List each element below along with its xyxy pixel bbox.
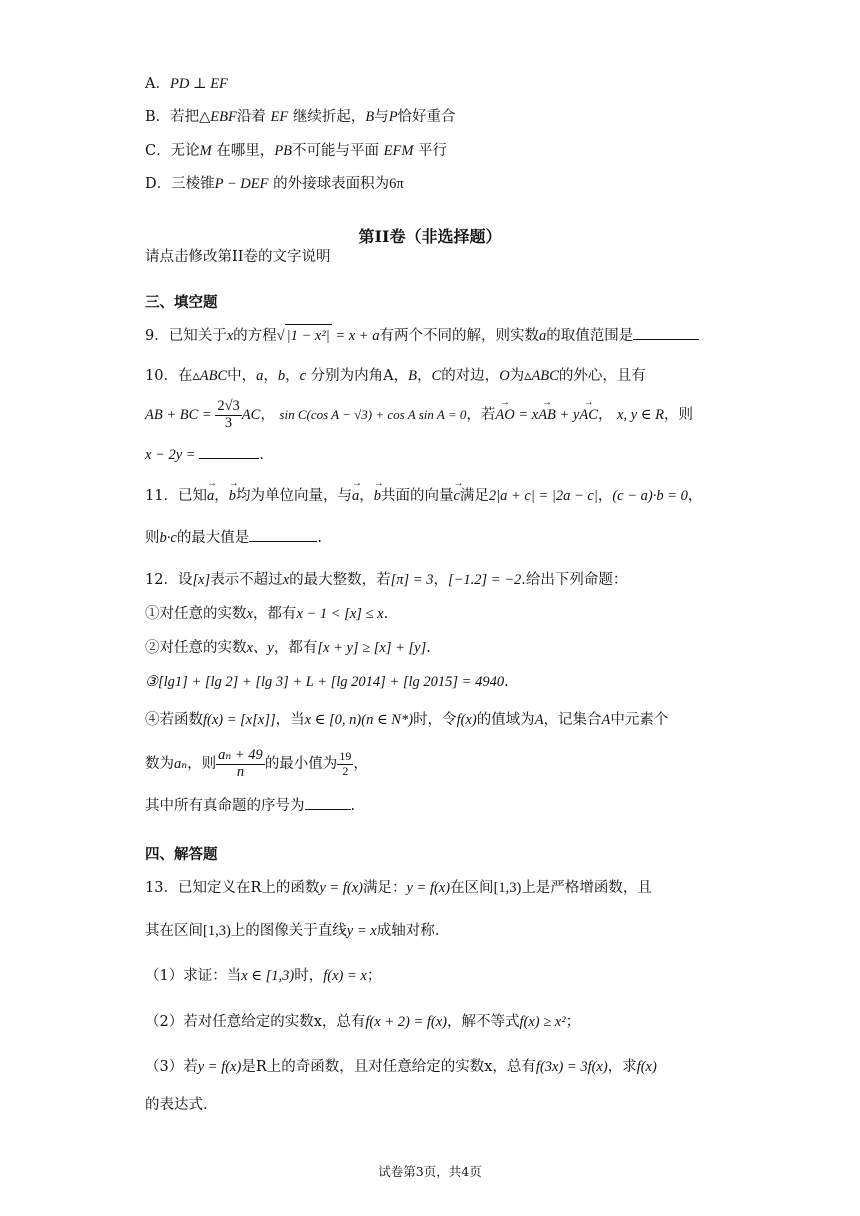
question-13-part3: （3）若y = f(x)是R上的奇函数，且对任意给定的实数x，总有f(3x) = 3f(x)，求f(x) — [145, 1059, 657, 1075]
option-a: A．PD ⊥ EF — [145, 76, 228, 92]
question-13-part2: （2）若对任意给定的实数x，总有f(x + 2) = f(x)，解不等式f(x) ≥ x²； — [145, 1014, 581, 1030]
page-footer: 试卷第3页，共4页 — [378, 1164, 482, 1179]
part2-note: 请点击修改第II卷的文字说明 — [145, 249, 331, 265]
answer-blank — [305, 795, 351, 810]
question-10-line2: AB + BC = $\frac{2√3}{3}$ AC， sin C(cos A − √3) + cos A sin A = 0，若→ AO = x→ AB + y→ AC， x, y ∈ R，则 — [145, 397, 693, 433]
question-12-statement-4: ④若函数f(x) = [x[x]]，当x ∈ [0, n)(n ∈ N*)时，令f(x)的值域为A，记集合A中元素个 — [145, 712, 669, 728]
question-9: 9．已知关于x的方程√ |1 − x²| = x + a有两个不同的解，则实数a的取值范围是 — [145, 324, 699, 347]
section3-heading: 三、填空题 — [145, 294, 218, 311]
section4-heading: 四、解答题 — [145, 846, 218, 863]
answer-blank — [199, 444, 259, 459]
option-c: C．无论M 在哪里，PB不可能与平面 EFM 平行 — [145, 143, 448, 159]
question-11-line2: 则b·c的最大值是 . — [145, 527, 322, 549]
option-d: D．三棱锥P − DEF 的外接球表面积为6π — [145, 176, 404, 192]
part2-title: 第II卷（非选择题） — [358, 227, 502, 246]
question-10-line3: x − 2y = . — [145, 444, 264, 466]
question-13-part3-cont: 的表达式. — [145, 1097, 208, 1113]
question-12-statement-3: ③[lg1] + [lg 2] + [lg 3] + L + [lg 2014] + [lg 2015] = 4940. — [145, 674, 509, 690]
question-12-line1: 12．设[x]表示不超过x的最大整数，若[π] = 3，[−1.2] = −2.给出下列命题： — [145, 572, 628, 588]
question-13-part1: （1）求证：当x ∈ [1,3)时，f(x) = x； — [145, 968, 382, 984]
question-13-line1: 13．已知定义在R上的函数y = f(x)满足：y = f(x)在区间[1,3)上是严格增函数，且 — [145, 880, 652, 896]
question-12-line7: 其中所有真命题的序号为 . — [145, 795, 355, 817]
question-12-statement-1: ①对任意的实数x，都有x − 1 < [x] ≤ x. — [145, 606, 389, 622]
question-11-line1: 11．已知→ a，→ b均为单位向量，与→ a，→ b共面的向量→ c满足2|a + c| = |2a − c|，(c − a)·b = 0， — [145, 485, 702, 507]
question-13-line2: 其在区间[1,3)上的图像关于直线y = x成轴对称. — [145, 923, 440, 939]
question-12-statement-2: ②对任意的实数x、y，都有[x + y] ≥ [x] + [y]. — [145, 640, 431, 656]
option-b: B．若把△EBF沿着 EF 继续折起，B与P恰好重合 — [145, 109, 456, 125]
answer-blank — [633, 325, 699, 340]
question-10-line1: 10．在▵ABC中，a，b，c 分别为内角A，B，C的对边，O为▵ABC的外心，且有 — [145, 368, 646, 384]
question-12-line6: 数为aₙ，则 $\frac{\text{aₙ + 49}}{n}$ 的最小值为 $\frac{19}{2}$ ， — [145, 746, 368, 780]
answer-blank — [249, 527, 317, 542]
